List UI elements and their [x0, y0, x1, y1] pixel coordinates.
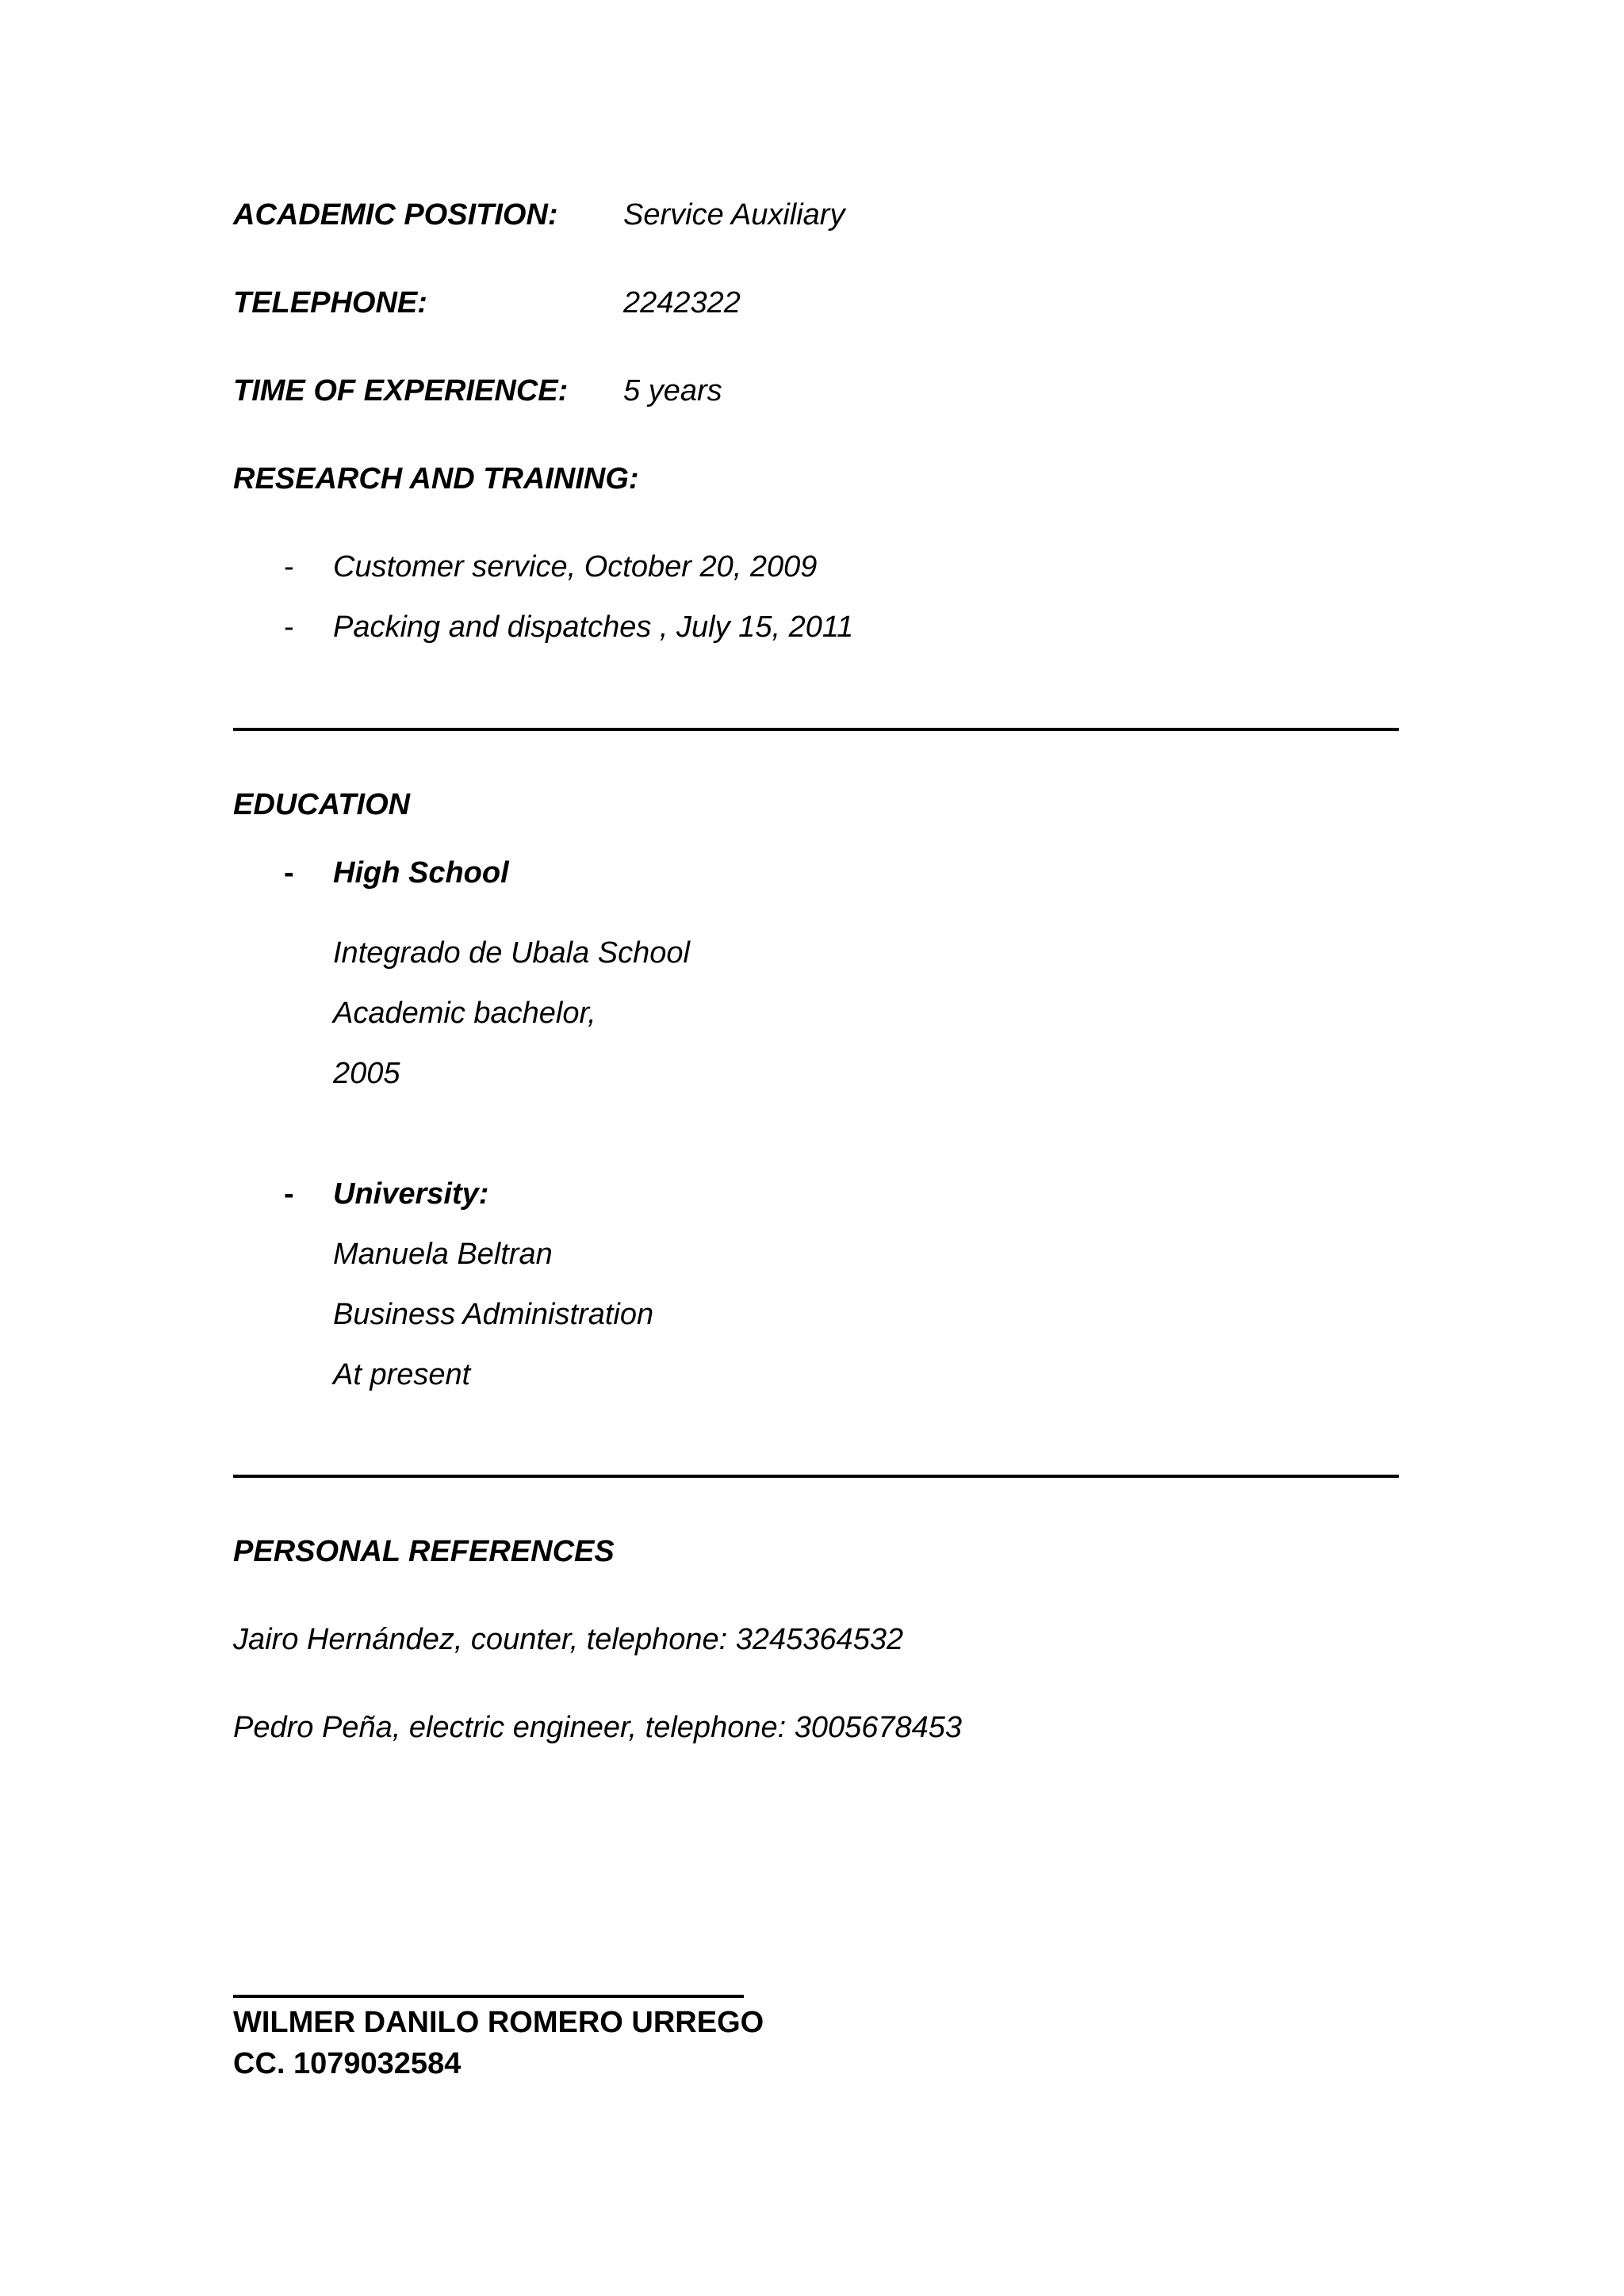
high-school-line: Integrado de Ubala School: [333, 936, 690, 970]
university-line: At present: [333, 1358, 471, 1391]
section-divider: [233, 1475, 1399, 1478]
academic-position-value: Service Auxiliary: [623, 198, 845, 232]
research-heading: RESEARCH AND TRAINING:: [233, 462, 639, 496]
signature-id: CC. 1079032584: [233, 2047, 462, 2080]
high-school-line: 2005: [333, 1057, 400, 1090]
bullet: -: [284, 610, 294, 644]
section-divider: [233, 728, 1399, 731]
research-item: Packing and dispatches , July 15, 2011: [333, 610, 854, 644]
university-line: Manuela Beltran: [333, 1238, 553, 1271]
education-heading: EDUCATION: [233, 788, 411, 821]
bullet: -: [284, 1177, 294, 1211]
bullet: -: [284, 550, 294, 584]
telephone-label: TELEPHONE:: [233, 286, 427, 320]
telephone-value: 2242322: [623, 286, 741, 320]
university-title: University:: [333, 1177, 489, 1211]
signature-line: [233, 1995, 744, 1998]
university-line: Business Administration: [333, 1298, 654, 1331]
bullet: -: [284, 856, 294, 890]
reference-item: Jairo Hernández, counter, telephone: 3245364532: [233, 1623, 904, 1656]
reference-item: Pedro Peña, electric engineer, telephone: 3005678453: [233, 1711, 963, 1744]
references-heading: PERSONAL REFERENCES: [233, 1535, 615, 1568]
high-school-title: High School: [333, 856, 509, 890]
high-school-line: Academic bachelor,: [333, 997, 596, 1030]
experience-label: TIME OF EXPERIENCE:: [233, 374, 569, 408]
experience-value: 5 years: [623, 374, 722, 408]
academic-position-label: ACADEMIC POSITION:: [233, 198, 558, 232]
research-item: Customer service, October 20, 2009: [333, 550, 818, 584]
signature-name: WILMER DANILO ROMERO URREGO: [233, 2006, 764, 2039]
